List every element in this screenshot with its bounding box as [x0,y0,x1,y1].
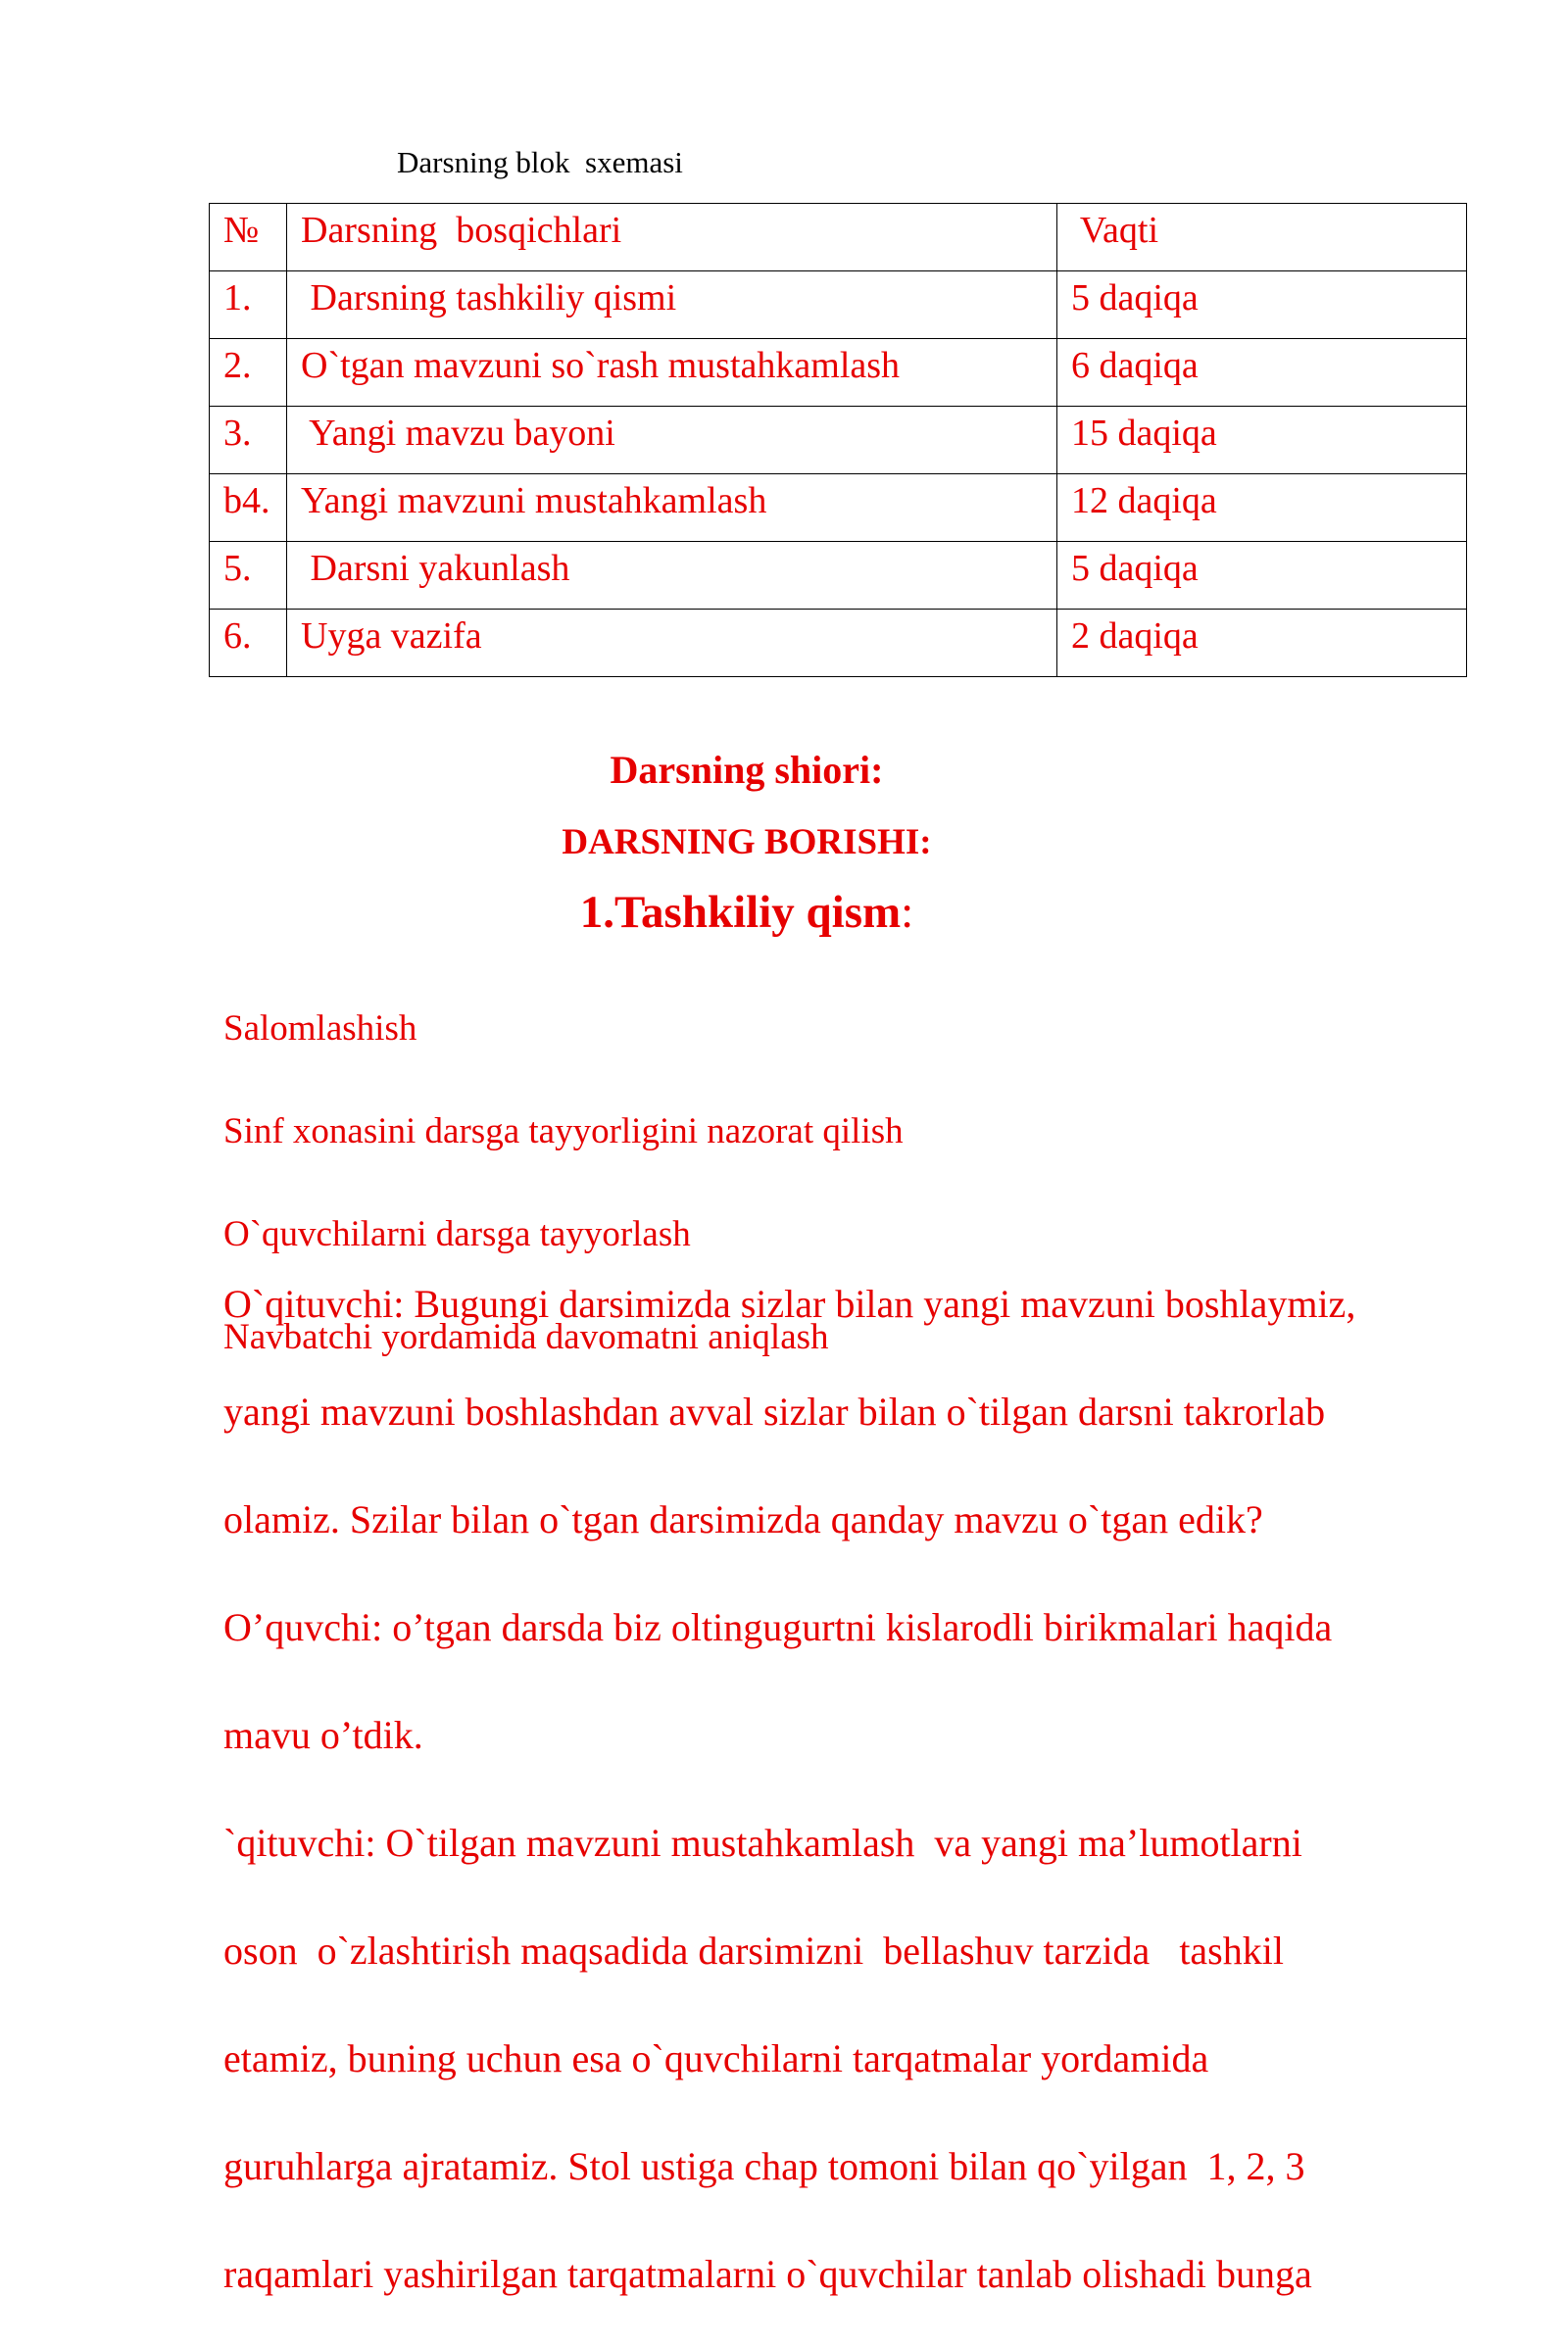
row-time: 5 daqiqa [1057,271,1467,339]
header-time: Vaqti [1057,204,1467,271]
row-time: 2 daqiqa [1057,610,1467,677]
row-number: 2. [210,339,287,407]
row-stage: Yangi mavzuni mustahkamlash [287,474,1057,542]
row-stage: Darsni yakunlash [287,542,1057,610]
row-number: 3. [210,407,287,474]
row-number: 1. [210,271,287,339]
row-stage: Darsning tashkiliy qismi [287,271,1057,339]
paragraph-line: guruhlarga ajratamiz. Stol ustiga chap tomoni bilan qo`yilgan 1, 2, 3 [223,2144,1305,2188]
table-row [210,271,1467,339]
lesson-progress-heading: DARSNING BORISHI: [562,822,932,862]
heading-colon: : [901,887,914,938]
table-row [210,474,1467,542]
row-number: 6. [210,610,287,677]
row-stage: Uyga vazifa [287,610,1057,677]
list-item: Navbatchi yordamida davomatni aniqlash [223,1317,829,1357]
table-row [210,407,1467,474]
header-stages: Darsning bosqichlari [287,204,1057,271]
row-time: 12 daqiqa [1057,474,1467,542]
paragraph-line: O’quvchi: o’tgan darsda biz oltingugurtni kislarodli birikmalari haqida [223,1605,1333,1649]
header-number: № [210,204,287,271]
table-row [210,339,1467,407]
paragraph-line: olamiz. Szilar bilan o`tgan darsimizda qanday mavzu o`tgan edik? [223,1497,1263,1541]
list-item: O`quvchilarni darsga tayyorlash [223,1214,691,1254]
table-header-row [210,204,1467,271]
paragraph-line: yangi mavzuni boshlashdan avval sizlar bilan o`tilgan darsni takrorlab [223,1390,1326,1434]
paragraph-line: `qituvchi: O`tilgan mavzuni mustahkamlash va yangi ma’lumotlarni [223,1821,1302,1865]
row-stage: O`tgan mavzuni so`rash mustahkamlash [287,339,1057,407]
row-number: b4. [210,474,287,542]
lesson-motto-heading: Darsning shiori: [610,748,884,792]
row-time: 15 daqiqa [1057,407,1467,474]
paragraph-line: oson o`zlashtirish maqsadida darsimizni bellashuv tarzida tashkil [223,1929,1284,1973]
table-caption: Darsning blok sxemasi [397,145,683,179]
row-time: 5 daqiqa [1057,542,1467,610]
table-row [210,610,1467,677]
row-number: 5. [210,542,287,610]
organizational-part-heading [0,886,1494,939]
paragraph-line: mavu o’tdik. [223,1713,423,1757]
organizational-part-title: 1.Tashkiliy qism [579,887,902,938]
list-item: Salomlashish [223,1008,417,1049]
paragraph-line: raqamlari yashirilgan tarqatmalarni o`quvchilar tanlab olishadi bunga [223,2252,1312,2296]
paragraph-line: O`qituvchi: Bugungi darsimizda sizlar bilan yangi mavzuni boshlaymiz, [223,1282,1356,1326]
lesson-plan-table [209,203,1467,677]
row-time: 6 daqiqa [1057,339,1467,407]
list-item: Sinf xonasini darsga tayyorligini nazorat qilish [223,1111,904,1151]
table-row [210,542,1467,610]
paragraph-line: etamiz, buning uchun esa o`quvchilarni tarqatmalar yordamida [223,2036,1209,2080]
row-stage: Yangi mavzu bayoni [287,407,1057,474]
dialogue-paragraph [223,1233,1355,2346]
